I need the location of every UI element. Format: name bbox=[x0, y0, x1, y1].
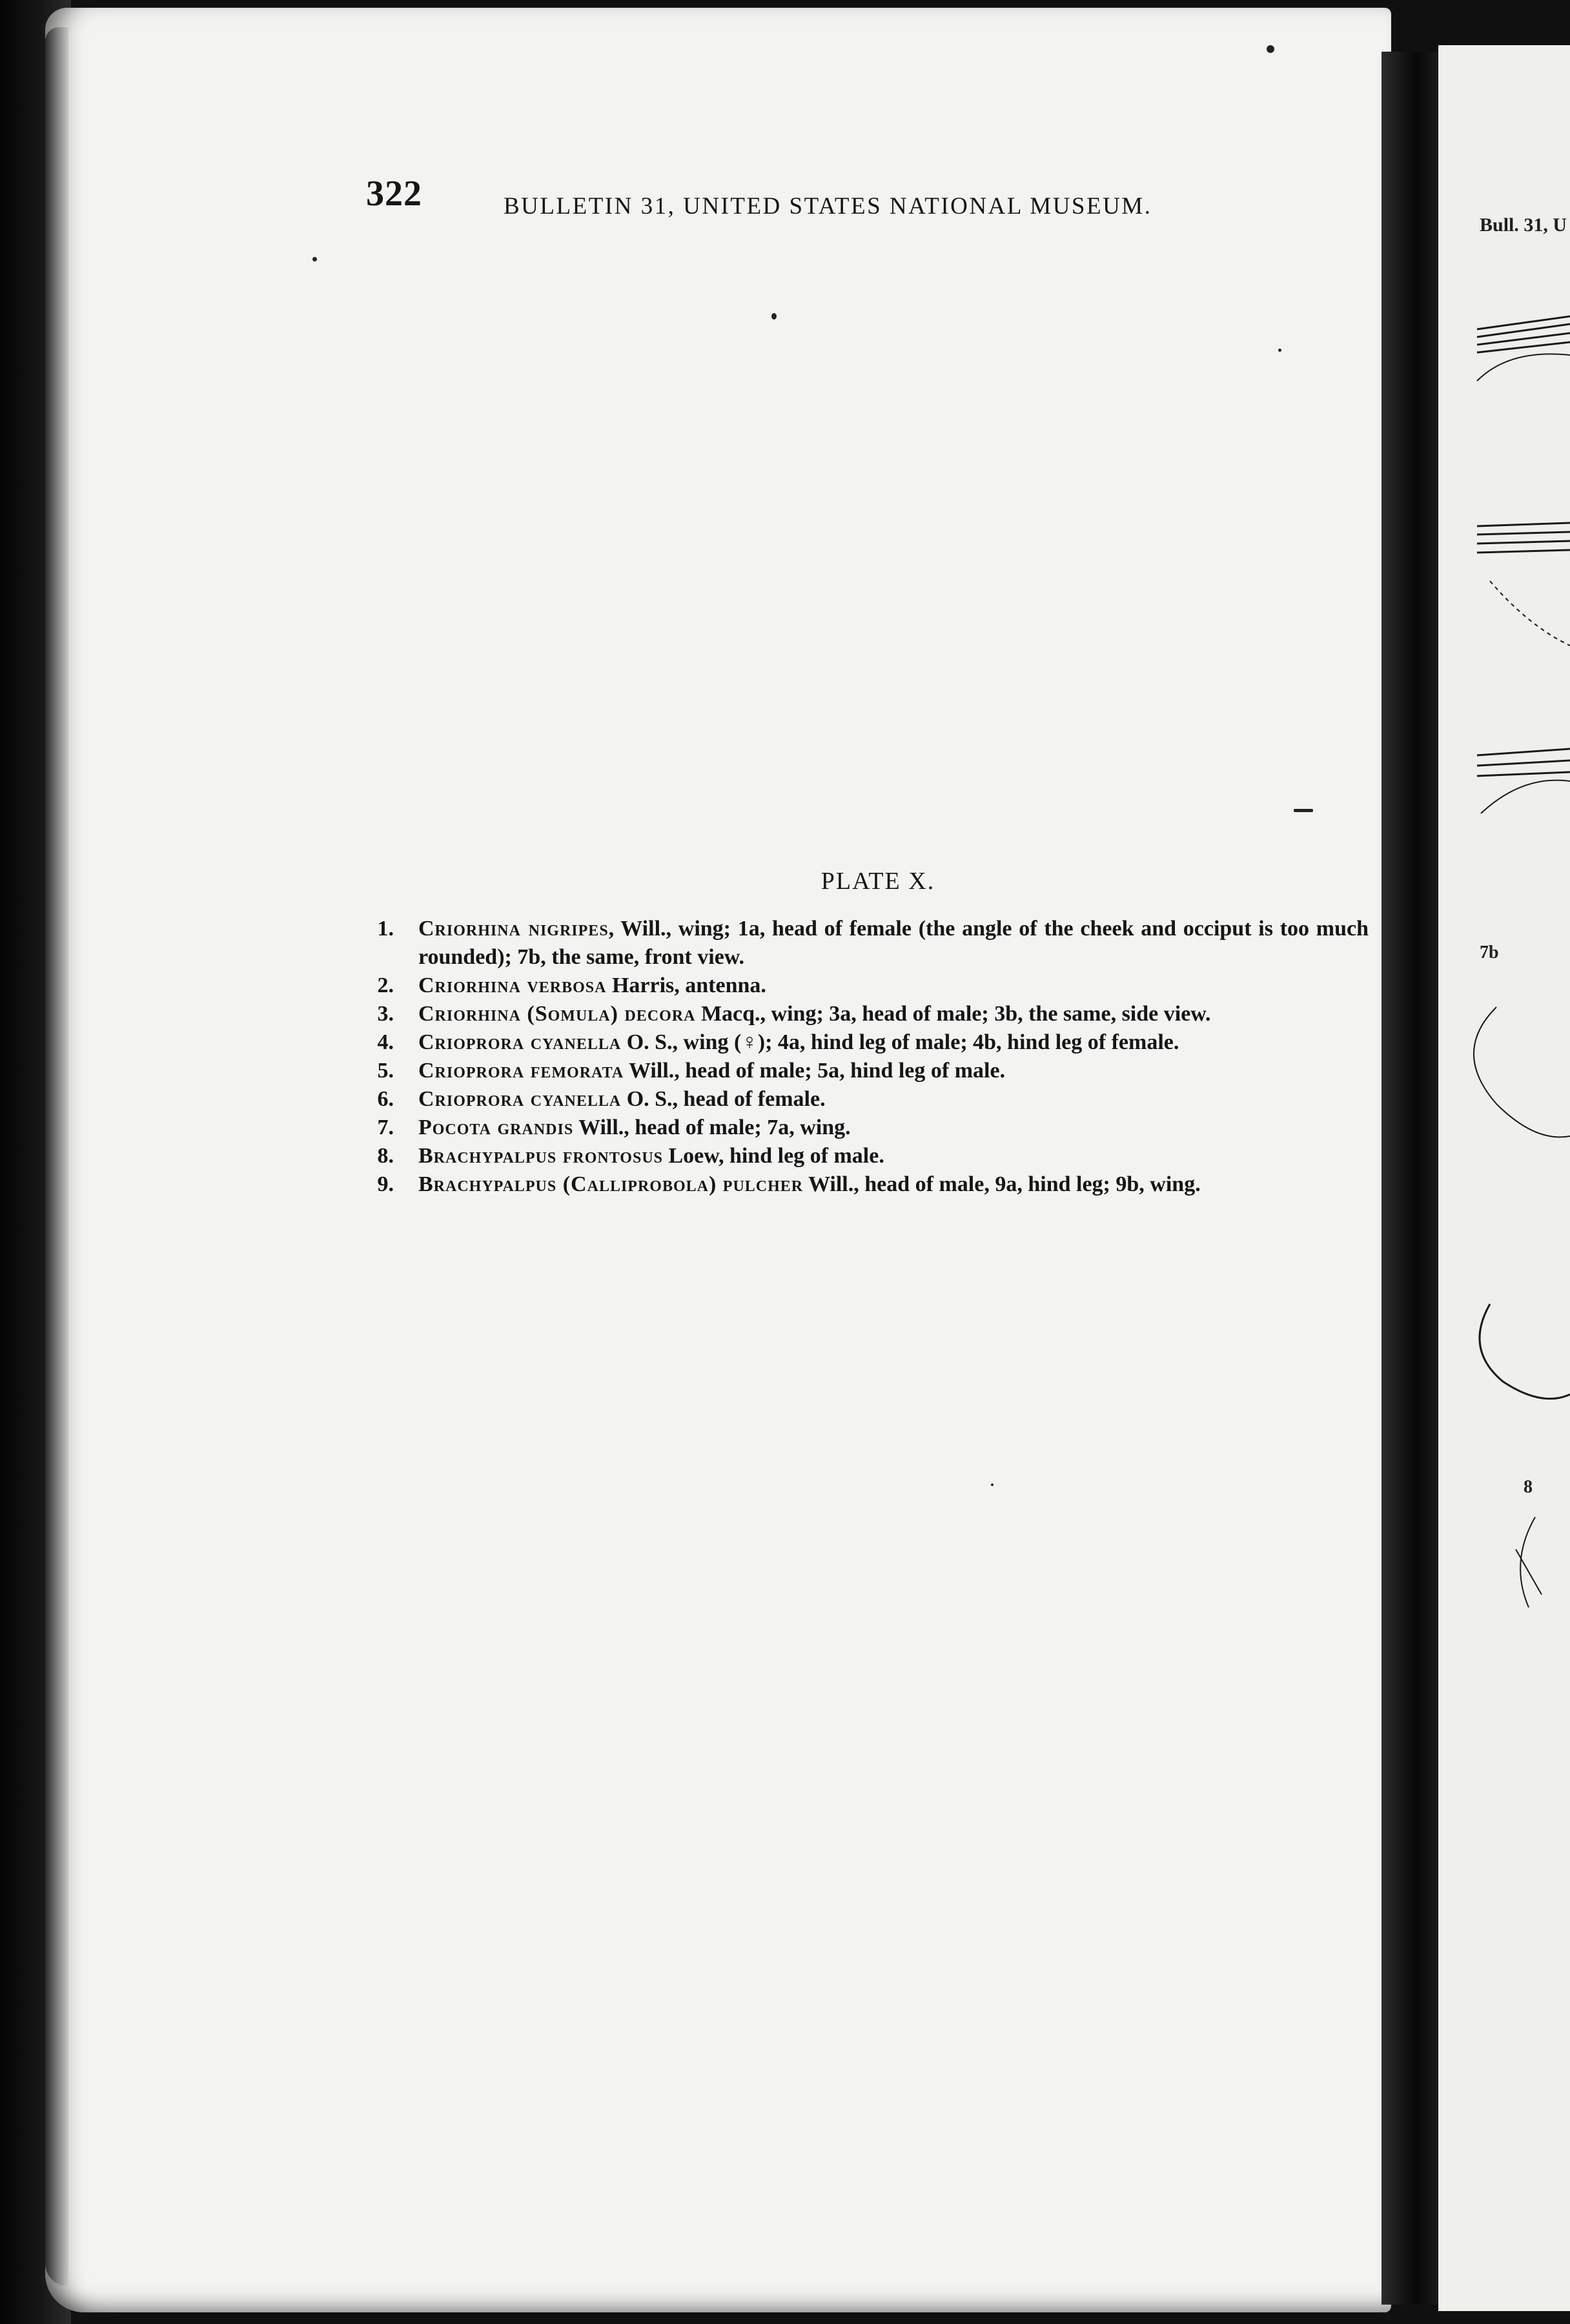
item-description: Will., head of male; 5a, hind leg of male. bbox=[624, 1059, 1006, 1083]
item-number: 1. bbox=[377, 917, 394, 941]
species-name: Crioprora femorata bbox=[418, 1059, 624, 1083]
item-description: Loew, hind leg of male. bbox=[663, 1144, 884, 1168]
running-title: BULLETIN 31, UNITED STATES NATIONAL MUSEUM. bbox=[504, 193, 1152, 219]
item-description: O. S., head of female. bbox=[621, 1087, 826, 1111]
species-name: Pocota grandis bbox=[418, 1116, 574, 1139]
facing-page bbox=[1438, 45, 1570, 2311]
item-description: , Will., wing; 1a, head of female (the angle of the cheek and occiput is too much rounded); 7b, the same, front view. bbox=[418, 917, 1369, 969]
figure-label-8: 8 bbox=[1524, 1477, 1533, 1497]
item-description: Will., head of male; 7a, wing. bbox=[573, 1116, 851, 1139]
species-name: Criorhina nigripes bbox=[418, 917, 609, 941]
figure-label-7b: 7b bbox=[1480, 943, 1499, 963]
plate-item bbox=[355, 1028, 1369, 1057]
item-number: 9. bbox=[377, 1172, 394, 1196]
plate-legend-list bbox=[355, 915, 1369, 1199]
item-description: Will., head of male, 9a, hind leg; 9b, wing. bbox=[803, 1172, 1201, 1196]
plate-item bbox=[355, 915, 1369, 972]
page-number: 322 bbox=[366, 174, 422, 214]
item-number: 3. bbox=[377, 1002, 394, 1026]
plate-title: PLATE X. bbox=[821, 868, 935, 895]
item-number: 2. bbox=[377, 973, 394, 997]
item-description: O. S., wing (♀); 4a, hind leg of male; 4b, hind leg of female. bbox=[621, 1030, 1179, 1054]
plate-item bbox=[355, 1142, 1369, 1170]
species-name: Criorhina (Somula) decora bbox=[418, 1002, 696, 1026]
item-number: 7. bbox=[377, 1116, 394, 1139]
item-number: 4. bbox=[377, 1030, 394, 1054]
plate-item bbox=[355, 1170, 1369, 1199]
item-number: 8. bbox=[377, 1144, 394, 1168]
running-head bbox=[366, 173, 1250, 231]
species-name: Brachypalpus (Calliprobola) pulcher bbox=[418, 1172, 804, 1196]
book-gutter bbox=[1381, 52, 1440, 2305]
facing-page-figures bbox=[1438, 45, 1570, 2311]
plate-item bbox=[355, 1114, 1369, 1142]
plate-item bbox=[355, 1085, 1369, 1114]
item-number: 6. bbox=[377, 1087, 394, 1111]
plate-item bbox=[355, 1000, 1369, 1028]
plate-item bbox=[355, 972, 1369, 1000]
item-number: 5. bbox=[377, 1059, 394, 1083]
plate-item bbox=[355, 1057, 1369, 1085]
facing-page-header: Bull. 31, U bbox=[1480, 214, 1567, 236]
species-name: Criorhina verbosa bbox=[418, 973, 607, 997]
species-name: Crioprora cyanella bbox=[418, 1030, 622, 1054]
species-name: Brachypalpus frontosus bbox=[418, 1144, 663, 1168]
item-description: Harris, antenna. bbox=[606, 973, 766, 997]
species-name: Crioprora cyanella bbox=[418, 1087, 622, 1111]
item-description: Macq., wing; 3a, head of male; 3b, the same, side view. bbox=[695, 1002, 1211, 1026]
page-edge bbox=[45, 27, 68, 2287]
